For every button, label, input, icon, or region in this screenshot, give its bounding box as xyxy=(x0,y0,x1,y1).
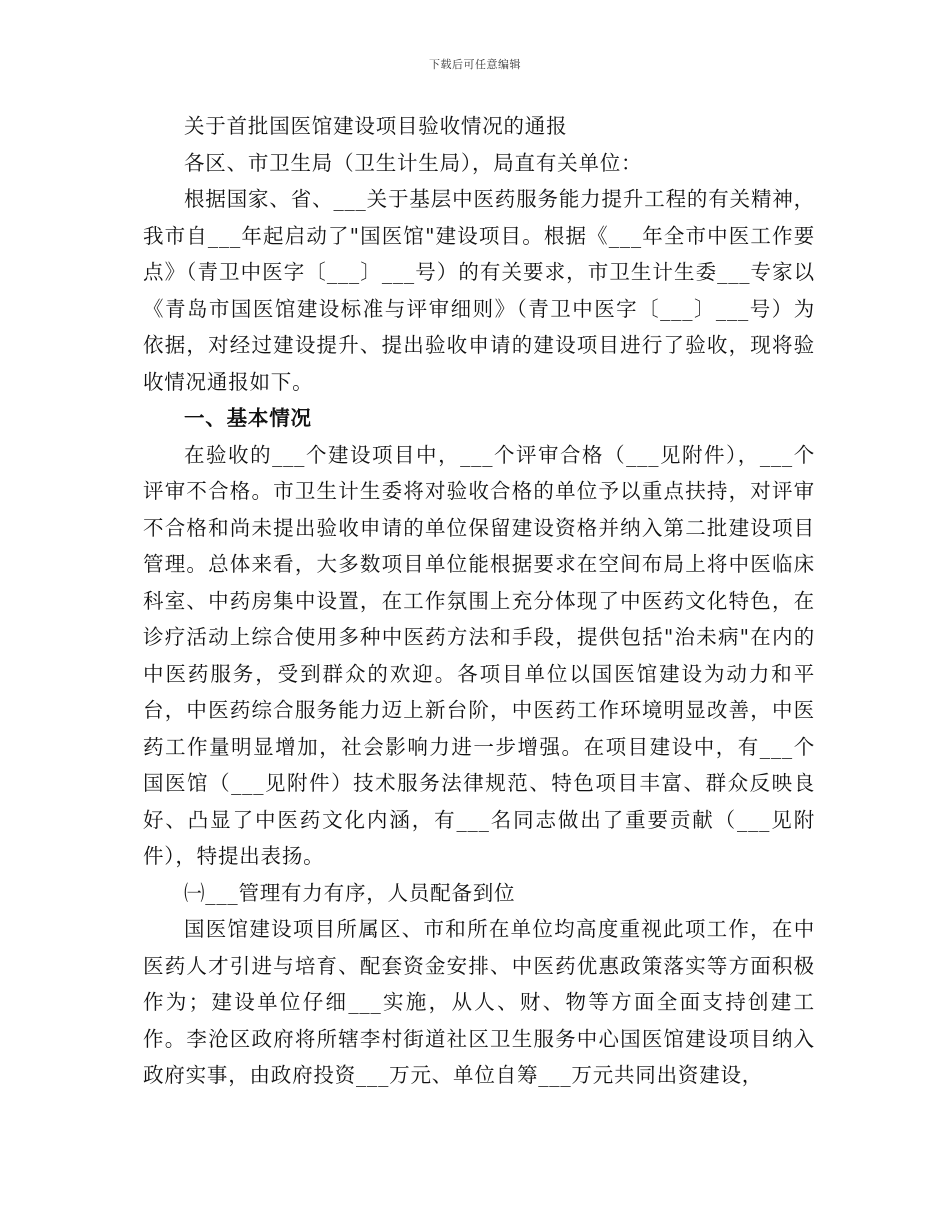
subsection-heading-management: ㈠___管理有力有序，人员配备到位 xyxy=(184,880,516,905)
subsection-paragraph-management: 国医馆建设项目所属区、市和所在单位均高度重视此项工作，在中医药人才引进与培育、配套资金安排、中医药优惠政策落实等方面积极作为；建设单位仔细___实施，从人、财、物等方面全面支持创建工作。李沧区政府将所辖李村街道社区卫生服务中心国医馆建设项目纳入政府实事，由政府投资___万元、单位自筹___万元共同出资建设， xyxy=(143,917,815,1087)
salutation: 各区、市卫生局（卫生计生局），局直有关单位： xyxy=(184,150,643,175)
section-heading-basic-situation: 一、基本情况 xyxy=(184,406,312,430)
document-body xyxy=(143,108,815,1094)
page-header-note: 下载后可任意编辑 xyxy=(429,58,521,71)
document-title: 关于首批国医馆建设项目验收情况的通报 xyxy=(184,114,568,138)
section-paragraph-basic-situation: 在验收的___个建设项目中，___个评审合格（___见附件），___个评审不合格。市卫生计生委将对验收合格的单位予以重点扶持，对评审不合格和尚未提出验收申请的单位保留建设资格并纳入第二批建设项目管理。总体来看，大多数项目单位能根据要求在空间布局上将中医临床科室、中药房集中设置，在工作氛围上充分体现了中医药文化特色，在诊疗活动上综合使用多种中医药方法和手段，提供包括"治未病"在内的中医药服务，受到群众的欢迎。各项目单位以国医馆建设为动力和平台，中医药综合服务能力迈上新台阶，中医药工作环境明显改善，中医药工作量明显增加，社会影响力进一步增强。在项目建设中，有___个国医馆（___见附件）技术服务法律规范、特色项目丰富、群众反映良好、凸显了中医药文化内涵，有___名同志做出了重要贡献（___见附件），特提出表扬。 xyxy=(143,442,815,868)
intro-paragraph: 根据国家、省、___关于基层中医药服务能力提升工程的有关精神，我市自___年起启动了"国医馆"建设项目。根据《___年全市中医工作要点》（青卫中医字〔___〕___号）的有关要求，市卫生计生委___专家以《青岛市国医馆建设标准与评审细则》（青卫中医字〔___〕___号）为依据，对经过建设提升、提出验收申请的建设项目进行了验收，现将验收情况通报如下。 xyxy=(143,187,815,394)
